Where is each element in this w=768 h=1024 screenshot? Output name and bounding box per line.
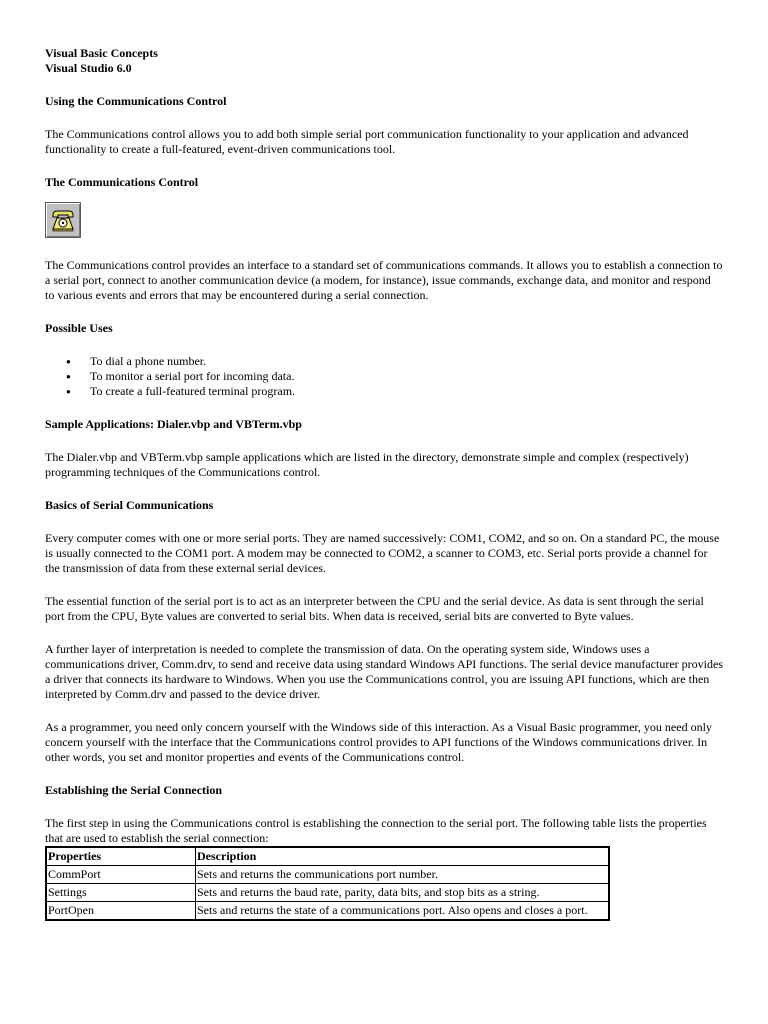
document-page	[45, 46, 723, 921]
table-header-cell: Properties	[46, 847, 196, 866]
serial-basics-paragraph-2: The essential function of the serial port is to act as an interpreter between the CPU and the serial device. As data is sent through the serial port from the CPU, Byte values are converted to serial bits. When data is received, serial bits are converted to Byte values.	[45, 594, 704, 623]
list-item: ● To create a full-featured terminal program.	[45, 384, 723, 399]
doc-header-line2: Visual Studio 6.0	[45, 61, 132, 75]
list-item: ● To dial a phone number.	[45, 354, 723, 369]
table-cell: Settings	[46, 884, 196, 902]
table-header-row	[46, 847, 609, 866]
doc-header-line1: Visual Basic Concepts	[45, 46, 158, 60]
heading-sample-applications: Sample Applications: Dialer.vbp and VBTerm.vbp	[45, 417, 302, 431]
communications-control-paragraph: The Communications control provides an interface to a standard set of communications commands. It allows you to establish a connection to a serial port, connect to another communication device (a modem, for instance), issue commands, exchange data, and monitor and respond to various events and errors that may be encountered during a serial connection.	[45, 258, 723, 302]
heading-serial-basics: Basics of Serial Communications	[45, 498, 214, 512]
heading-communications-control: The Communications Control	[45, 175, 199, 189]
telephone-icon	[45, 202, 81, 238]
list-item: ● To monitor a serial port for incoming data.	[45, 369, 723, 384]
heading-possible-uses: Possible Uses	[45, 321, 113, 335]
possible-uses-list	[45, 354, 723, 399]
serial-connection-paragraph: The first step in using the Communications control is establishing the connection to the serial port. The following table lists the properties that are used to establish the serial connection:	[45, 816, 707, 845]
intro-paragraph: The Communications control allows you to add both simple serial port communication functionality to your application and advanced functionality to create a full-featured, event-driven communications tool.	[45, 127, 689, 156]
table-header-cell: Description	[196, 847, 610, 866]
heading-serial-connection: Establishing the Serial Connection	[45, 783, 223, 797]
table-cell: PortOpen	[46, 902, 196, 921]
doc-header	[45, 46, 723, 76]
page-title: Using the Communications Control	[45, 94, 227, 108]
serial-basics-paragraph-1: Every computer comes with one or more serial ports. They are named successively: COM1, COM2, and so on. On a standard PC, the mouse is usually connected to the COM1 port. A modem may be connected to COM2, a scanner to COM3, etc. Serial ports provide a channel for the transmission of data from these external serial devices.	[45, 531, 720, 575]
table-row	[46, 866, 609, 884]
table-row	[46, 884, 609, 902]
table-cell: CommPort	[46, 866, 196, 884]
serial-basics-paragraph-4: As a programmer, you need only concern yourself with the Windows side of this interaction. As a Visual Basic programmer, you need only concern yourself with the interface that the Communications control provides to API functions of the Windows communications driver. In other words, you set and monitor properties and events of the Communications control.	[45, 720, 712, 764]
table-row	[46, 902, 609, 921]
properties-table	[45, 846, 610, 921]
table-cell: Sets and returns the baud rate, parity, data bits, and stop bits as a string.	[196, 884, 610, 902]
sample-applications-paragraph: The Dialer.vbp and VBTerm.vbp sample applications which are listed in the directory, demonstrate simple and complex (respectively) programming techniques of the Communications control.	[45, 450, 689, 479]
table-cell: Sets and returns the communications port number.	[196, 866, 610, 884]
serial-basics-paragraph-3: A further layer of interpretation is needed to complete the transmission of data. On the operating system side, Windows uses a communications driver, Comm.drv, to send and receive data using standard Windows API functions. The serial device manufacturer provides a driver that connects its hardware to Windows. When you use the Communications control, you are issuing API functions, which are then interpreted by Comm.drv and passed to the device driver.	[45, 642, 723, 701]
table-cell: Sets and returns the state of a communications port. Also opens and closes a port.	[196, 902, 610, 921]
